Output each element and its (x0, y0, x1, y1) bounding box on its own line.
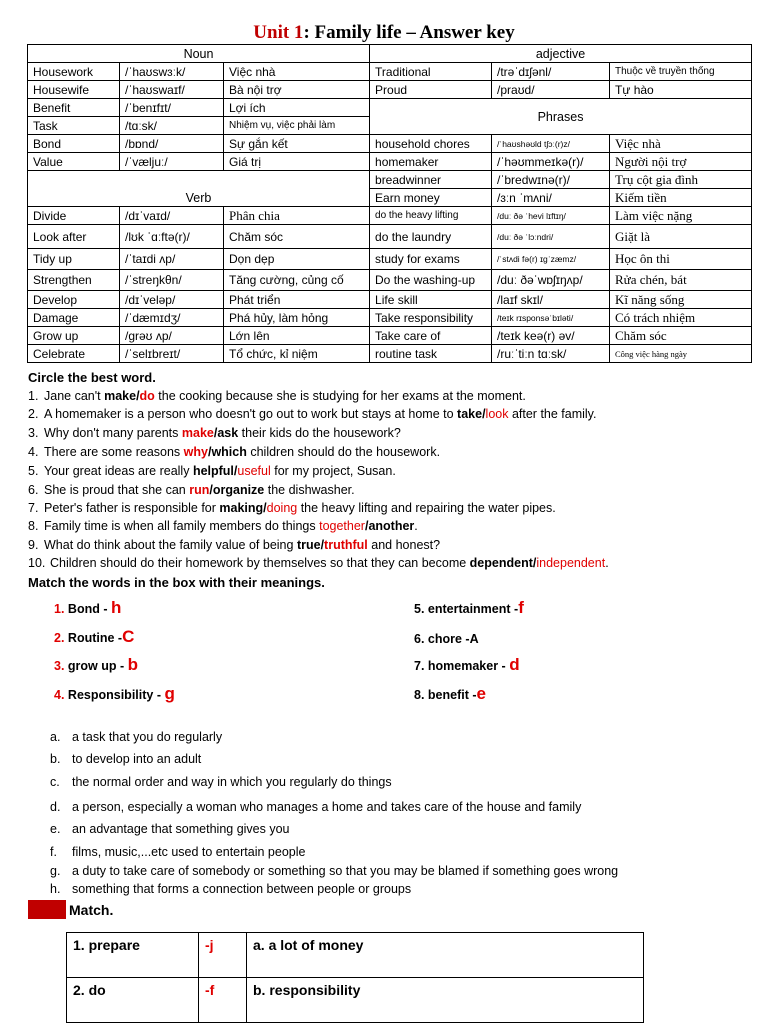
phrase-ipa: /ɜːn ˈmʌni/ (492, 189, 610, 207)
verb-meaning: Tổ chức, kỉ niệm (224, 345, 370, 363)
phrase-meaning: Công việc hàng ngày (610, 345, 752, 363)
question-8: 8. Family time is when all family members do things together/another. (28, 519, 418, 533)
definition-f: f. films, music,...etc used to entertain people (50, 845, 306, 859)
section1-heading: Circle the best word. (28, 370, 156, 385)
question-6: 6. She is proud that she can run/organize the dishwasher. (28, 483, 355, 497)
noun-meaning: Lợi ích (224, 99, 370, 117)
table-row (28, 81, 752, 99)
match-item-5: 5. entertainment -f (414, 598, 524, 617)
table-row (28, 249, 752, 270)
adjective-ipa: /praʊd/ (492, 81, 610, 99)
phrase-word: household chores (370, 135, 492, 153)
phrase-word: Life skill (370, 291, 492, 309)
section3-heading: Match. (69, 902, 114, 918)
phrase-meaning: Chăm sóc (610, 327, 752, 345)
noun-meaning: Giá trị (224, 153, 370, 171)
table-row (67, 978, 644, 1023)
definition-e: e. an advantage that something gives you (50, 822, 290, 836)
question-5: 5. Your great ideas are really helpful/useful for my project, Susan. (28, 464, 396, 478)
table-row (28, 291, 752, 309)
definition-g: g. a duty to take care of somebody or something so that you may be blamed if something goes wrong (50, 864, 619, 878)
noun-word: Value (28, 153, 120, 171)
verb-word: Tidy up (28, 249, 120, 270)
table-row (28, 135, 752, 153)
noun-meaning: Sự gắn kết (224, 135, 370, 153)
match-answer: -f (199, 978, 247, 1023)
title-unit: Unit 1 (253, 22, 304, 43)
phrase-word: Take care of (370, 327, 492, 345)
noun-ipa: /ˈhaʊswɜːk/ (120, 63, 224, 81)
table-row (28, 153, 752, 171)
noun-ipa: /ˈhaʊswaɪf/ (120, 81, 224, 99)
adjective-ipa: /trəˈdɪʃənl/ (492, 63, 610, 81)
noun-meaning: Bà nội trợ (224, 81, 370, 99)
phrase-ipa: /ruːˈtiːn tɑːsk/ (492, 345, 610, 363)
question-2: 2. A homemaker is a person who doesn't go out to work but stays at home to take/look after the family. (28, 407, 597, 421)
verb-ipa: /ˈstreŋkθn/ (120, 270, 224, 291)
match-table (66, 932, 644, 1023)
noun-word: Bond (28, 135, 120, 153)
phrase-ipa: /teɪk keə(r) əv/ (492, 327, 610, 345)
noun-word: Housewife (28, 81, 120, 99)
match-item-4: 4. Responsibility - g (54, 684, 175, 703)
page-title (0, 22, 768, 44)
noun-word: Housework (28, 63, 120, 81)
match-item-3: 3. grow up - b (54, 655, 139, 674)
phrase-ipa: /ˈhaʊshəʊld tʃɔː(r)z/ (492, 135, 610, 153)
phrase-ipa: /ˈhəʊmmeɪkə(r)/ (492, 153, 610, 171)
noun-ipa: /bɒnd/ (120, 135, 224, 153)
table-row (28, 99, 752, 117)
question-10: 10. Children should do their homework by themselves so that they can become dependent/independent. (28, 556, 609, 570)
verb-ipa: /dɪˈveləp/ (120, 291, 224, 309)
adjective-header: adjective (370, 45, 752, 63)
phrase-meaning: Có trách nhiệm (610, 309, 752, 327)
phrase-meaning: Trụ cột gia đình (610, 171, 752, 189)
phrase-ipa: /ˈstʌdi fə(r) ɪɡˈzæmz/ (492, 249, 610, 270)
phrase-meaning: Việc nhà (610, 135, 752, 153)
table-row (28, 225, 752, 249)
phrase-word: Do the washing-up (370, 270, 492, 291)
table-row (28, 171, 752, 189)
phrase-ipa: /teɪk rɪsponsəˈbɪləti/ (492, 309, 610, 327)
verb-meaning: Phân chia (224, 207, 370, 225)
adjective-word: Proud (370, 81, 492, 99)
question-9: 9. What do think about the family value of being true/truthful and honest? (28, 538, 441, 552)
question-4: 4. There are some reasons why/which children should do the housework. (28, 445, 441, 459)
phrase-ipa: /laɪf skɪl/ (492, 291, 610, 309)
match-item-7: 7. homemaker - d (414, 655, 520, 674)
match-answer: -j (199, 933, 247, 978)
table-row (28, 345, 752, 363)
table-row (28, 63, 752, 81)
noun-word: Benefit (28, 99, 120, 117)
phrase-word: do the laundry (370, 225, 492, 249)
verb-meaning: Phát triển (224, 291, 370, 309)
adjective-word: Traditional (370, 63, 492, 81)
table-row (28, 207, 752, 225)
verb-meaning: Tăng cường, củng cố (224, 270, 370, 291)
vocabulary-table (27, 44, 752, 363)
definition-c: c. the normal order and way in which you regularly do things (50, 775, 392, 789)
verb-ipa: /ˈselɪbreɪt/ (120, 345, 224, 363)
phrase-word: homemaker (370, 153, 492, 171)
match-item-8: 8. benefit -e (414, 684, 486, 703)
definition-h: h. something that forms a connection between people or groups (50, 882, 412, 896)
verb-ipa: /lʊk ˈɑːftə(r)/ (120, 225, 224, 249)
noun-header: Noun (28, 45, 370, 63)
match-item-6: 6. chore -A (414, 632, 479, 646)
verb-word: Grow up (28, 327, 120, 345)
phrase-meaning: Làm việc nặng (610, 207, 752, 225)
phrase-meaning: Rửa chén, bát (610, 270, 752, 291)
phrase-word: breadwinner (370, 171, 492, 189)
verb-word: Develop (28, 291, 120, 309)
verb-ipa: /ˈdæmɪdʒ/ (120, 309, 224, 327)
verb-word: Look after (28, 225, 120, 249)
question-1: 1. Jane can't make/do the cooking because she is studying for her exams at the moment. (28, 389, 526, 403)
match-option: a. a lot of money (247, 933, 644, 978)
verb-meaning: Phá hủy, làm hỏng (224, 309, 370, 327)
table-row (28, 270, 752, 291)
adjective-meaning: Tự hào (610, 81, 752, 99)
phrase-word: study for exams (370, 249, 492, 270)
phrase-ipa: /duː ðə ˈhevi lɪftɪŋ/ (492, 207, 610, 225)
verb-word: Celebrate (28, 345, 120, 363)
verb-meaning: Chăm sóc (224, 225, 370, 249)
noun-ipa: /ˈvæljuː/ (120, 153, 224, 171)
adjective-meaning: Thuộc về truyền thống (610, 63, 752, 81)
phrase-meaning: Học ôn thi (610, 249, 752, 270)
title-rest: : Family life – Answer key (303, 22, 515, 43)
match-option: b. responsibility (247, 978, 644, 1023)
phrase-word: Take responsibility (370, 309, 492, 327)
table-row (67, 933, 644, 978)
verb-header: Verb (28, 171, 370, 207)
phrase-meaning: Kĩ năng sống (610, 291, 752, 309)
table-row (28, 327, 752, 345)
noun-word: Task (28, 117, 120, 135)
definition-d: d. a person, especially a woman who manages a home and takes care of the house and family (50, 800, 582, 814)
table-row (28, 309, 752, 327)
phrase-ipa: /duː ðəˈwɒʃɪŋʌp/ (492, 270, 610, 291)
noun-meaning: Việc nhà (224, 63, 370, 81)
verb-word: Damage (28, 309, 120, 327)
noun-meaning: Nhiệm vụ, việc phải làm (224, 117, 370, 135)
section3-marker (28, 900, 66, 919)
noun-ipa: /tɑːsk/ (120, 117, 224, 135)
phrase-ipa: /ˈbredwɪnə(r)/ (492, 171, 610, 189)
verb-meaning: Lớn lên (224, 327, 370, 345)
definition-a: a. a task that you do regularly (50, 730, 223, 744)
phrase-meaning: Giặt là (610, 225, 752, 249)
verb-ipa: /dɪˈvaɪd/ (120, 207, 224, 225)
match-word: 1. prepare (67, 933, 199, 978)
question-3: 3. Why don't many parents make/ask their kids do the housework? (28, 426, 401, 440)
definition-b: b. to develop into an adult (50, 752, 202, 766)
verb-ipa: /ɡrəʊ ʌp/ (120, 327, 224, 345)
phrases-header: Phrases (370, 99, 752, 135)
verb-word: Divide (28, 207, 120, 225)
verb-meaning: Dọn dẹp (224, 249, 370, 270)
verb-word: Strengthen (28, 270, 120, 291)
match-item-1: 1. Bond - h (54, 598, 122, 617)
phrase-word: do the heavy lifting (370, 207, 492, 225)
verb-ipa: /ˈtaɪdi ʌp/ (120, 249, 224, 270)
noun-ipa: /ˈbenɪfɪt/ (120, 99, 224, 117)
phrase-word: routine task (370, 345, 492, 363)
match-item-2: 2. Routine -C (54, 627, 135, 646)
phrase-ipa: /duː ðə ˈlɔːndri/ (492, 225, 610, 249)
question-7: 7. Peter's father is responsible for making/doing the heavy lifting and repairing the water pipes. (28, 501, 556, 515)
phrase-word: Earn money (370, 189, 492, 207)
match-word: 2. do (67, 978, 199, 1023)
section2-heading: Match the words in the box with their meanings. (28, 575, 325, 590)
phrase-meaning: Kiếm tiền (610, 189, 752, 207)
phrase-meaning: Người nội trợ (610, 153, 752, 171)
